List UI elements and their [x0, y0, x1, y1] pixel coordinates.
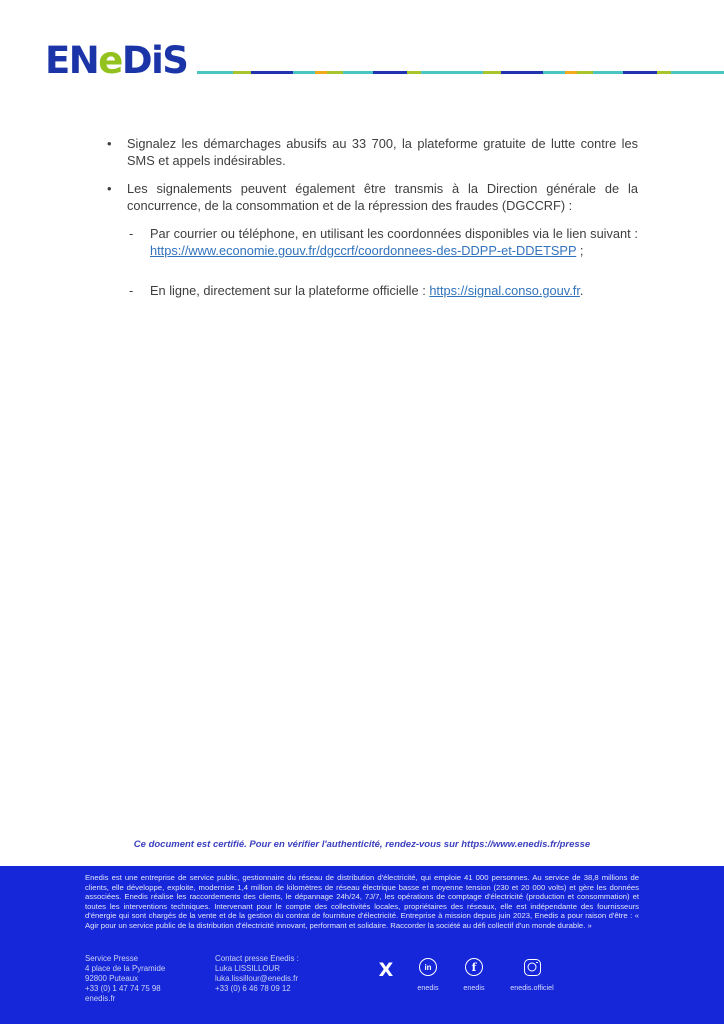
social-x[interactable] [368, 956, 404, 981]
footer [0, 866, 724, 1024]
linkedin-icon[interactable]: in [419, 956, 437, 978]
sub-bullet-prefix: En ligne, directement sur la plateforme officielle : [150, 283, 430, 298]
press-contact-email[interactable]: luka.lissillour@enedis.fr [215, 974, 299, 983]
sub-bullet-list [129, 225, 638, 299]
bullet-marker: • [107, 136, 112, 151]
press-contact-title: Contact presse Enedis : [215, 954, 299, 963]
enedis-logo [45, 39, 188, 82]
sub-bullet-suffix: . [579, 283, 584, 298]
instagram-handle: enedis.officiel [510, 983, 554, 992]
logo-text-part3: DiS [121, 39, 188, 82]
dash-marker: - [129, 283, 134, 298]
x-icon[interactable]: X [378, 958, 394, 981]
press-office-address1: 4 place de la Pyramide [85, 964, 166, 973]
certification-note: Ce document est certifié. Pour en vérifier l'authenticité, rendez-vous sur https://www.enedis.fr/presse [133, 839, 591, 850]
bullet-item [107, 180, 638, 214]
facebook-icon[interactable]: f [465, 956, 483, 978]
sub-bullet-text [150, 225, 638, 259]
bullet-item [107, 135, 638, 169]
press-office-website[interactable]: enedis.fr [85, 994, 116, 1003]
press-office-title: Service Presse [85, 954, 139, 963]
facebook-handle: enedis [463, 983, 485, 992]
social-facebook[interactable] [452, 956, 496, 992]
dash-marker: - [129, 226, 134, 241]
press-contact-block [215, 954, 299, 994]
social-instagram[interactable] [496, 956, 568, 992]
brand-divider-line [197, 71, 724, 74]
signal-conso-link[interactable]: https://signal.conso.gouv.fr [429, 283, 580, 298]
logo-text-part1: EN [45, 39, 99, 82]
logo-text-part2: e [98, 39, 122, 82]
bullet-text: Signalez les démarchages abusifs au 33 700, la plateforme gratuite de lutte contre les SMS et appels indésirables. [127, 136, 638, 168]
linkedin-handle: enedis [417, 983, 439, 992]
bullet-text: Les signalements peuvent également être transmis à la Direction générale de la concurrence, de la consommation et de la répression des fraudes (DGCCRF) : [127, 181, 638, 213]
company-description: Enedis est une entreprise de service public, gestionnaire du réseau de distribution d'électricité, qui emploie 41 000 personnes. Au service de 38,8 millions de clients, elle développe, exploite, modernise 1,4 million de kilomètres de réseau électrique basse et moyenne tension (230 et 20 000 volts) et gère les données associées. Enedis réalise les raccordements des clients, le dépannage 24h/24, 7J/7, les opérations de comptage d'électricité (production et consommation) et toutes les interventions techniques. Intervenant pour le compte des collectivités locales, propriétaires des réseaux, elle est indépendante des fournisseurs d'énergie qui sont chargés de la vente et de la gestion du contrat de fourniture d'électricité. Entreprise à mission depuis juin 2023, Enedis a pour raison d'être : « Agir pour un service public de la distribution d'électricité innovant, performant et solidaire. Raccorder la société au défi collectif d'un monde durable. » [85, 873, 639, 930]
ddpp-coordinates-link[interactable]: https://www.economie.gouv.fr/dgccrf/coordonnees-des-DDPP-et-DDETSPP [150, 243, 577, 258]
social-linkedin[interactable] [404, 956, 452, 992]
sub-bullet-suffix: ; [576, 243, 584, 258]
press-contact-name: Luka LISSILLOUR [215, 964, 280, 973]
sub-bullet-prefix: Par courrier ou téléphone, en utilisant les coordonnées disponibles via le lien suivant : [150, 226, 638, 241]
instagram-icon[interactable] [524, 956, 541, 978]
press-contact-phone: +33 (0) 6 46 78 09 12 [215, 984, 291, 993]
press-office-block [85, 954, 165, 1004]
bullet-marker: • [107, 181, 112, 196]
sub-bullet-text [150, 282, 638, 299]
document-body [107, 135, 638, 309]
sub-bullet-item [129, 282, 638, 299]
sub-bullet-item [129, 225, 638, 259]
press-office-address2: 92800 Puteaux [85, 974, 139, 983]
press-office-phone: +33 (0) 1 47 74 75 98 [85, 984, 161, 993]
social-links [368, 956, 568, 992]
